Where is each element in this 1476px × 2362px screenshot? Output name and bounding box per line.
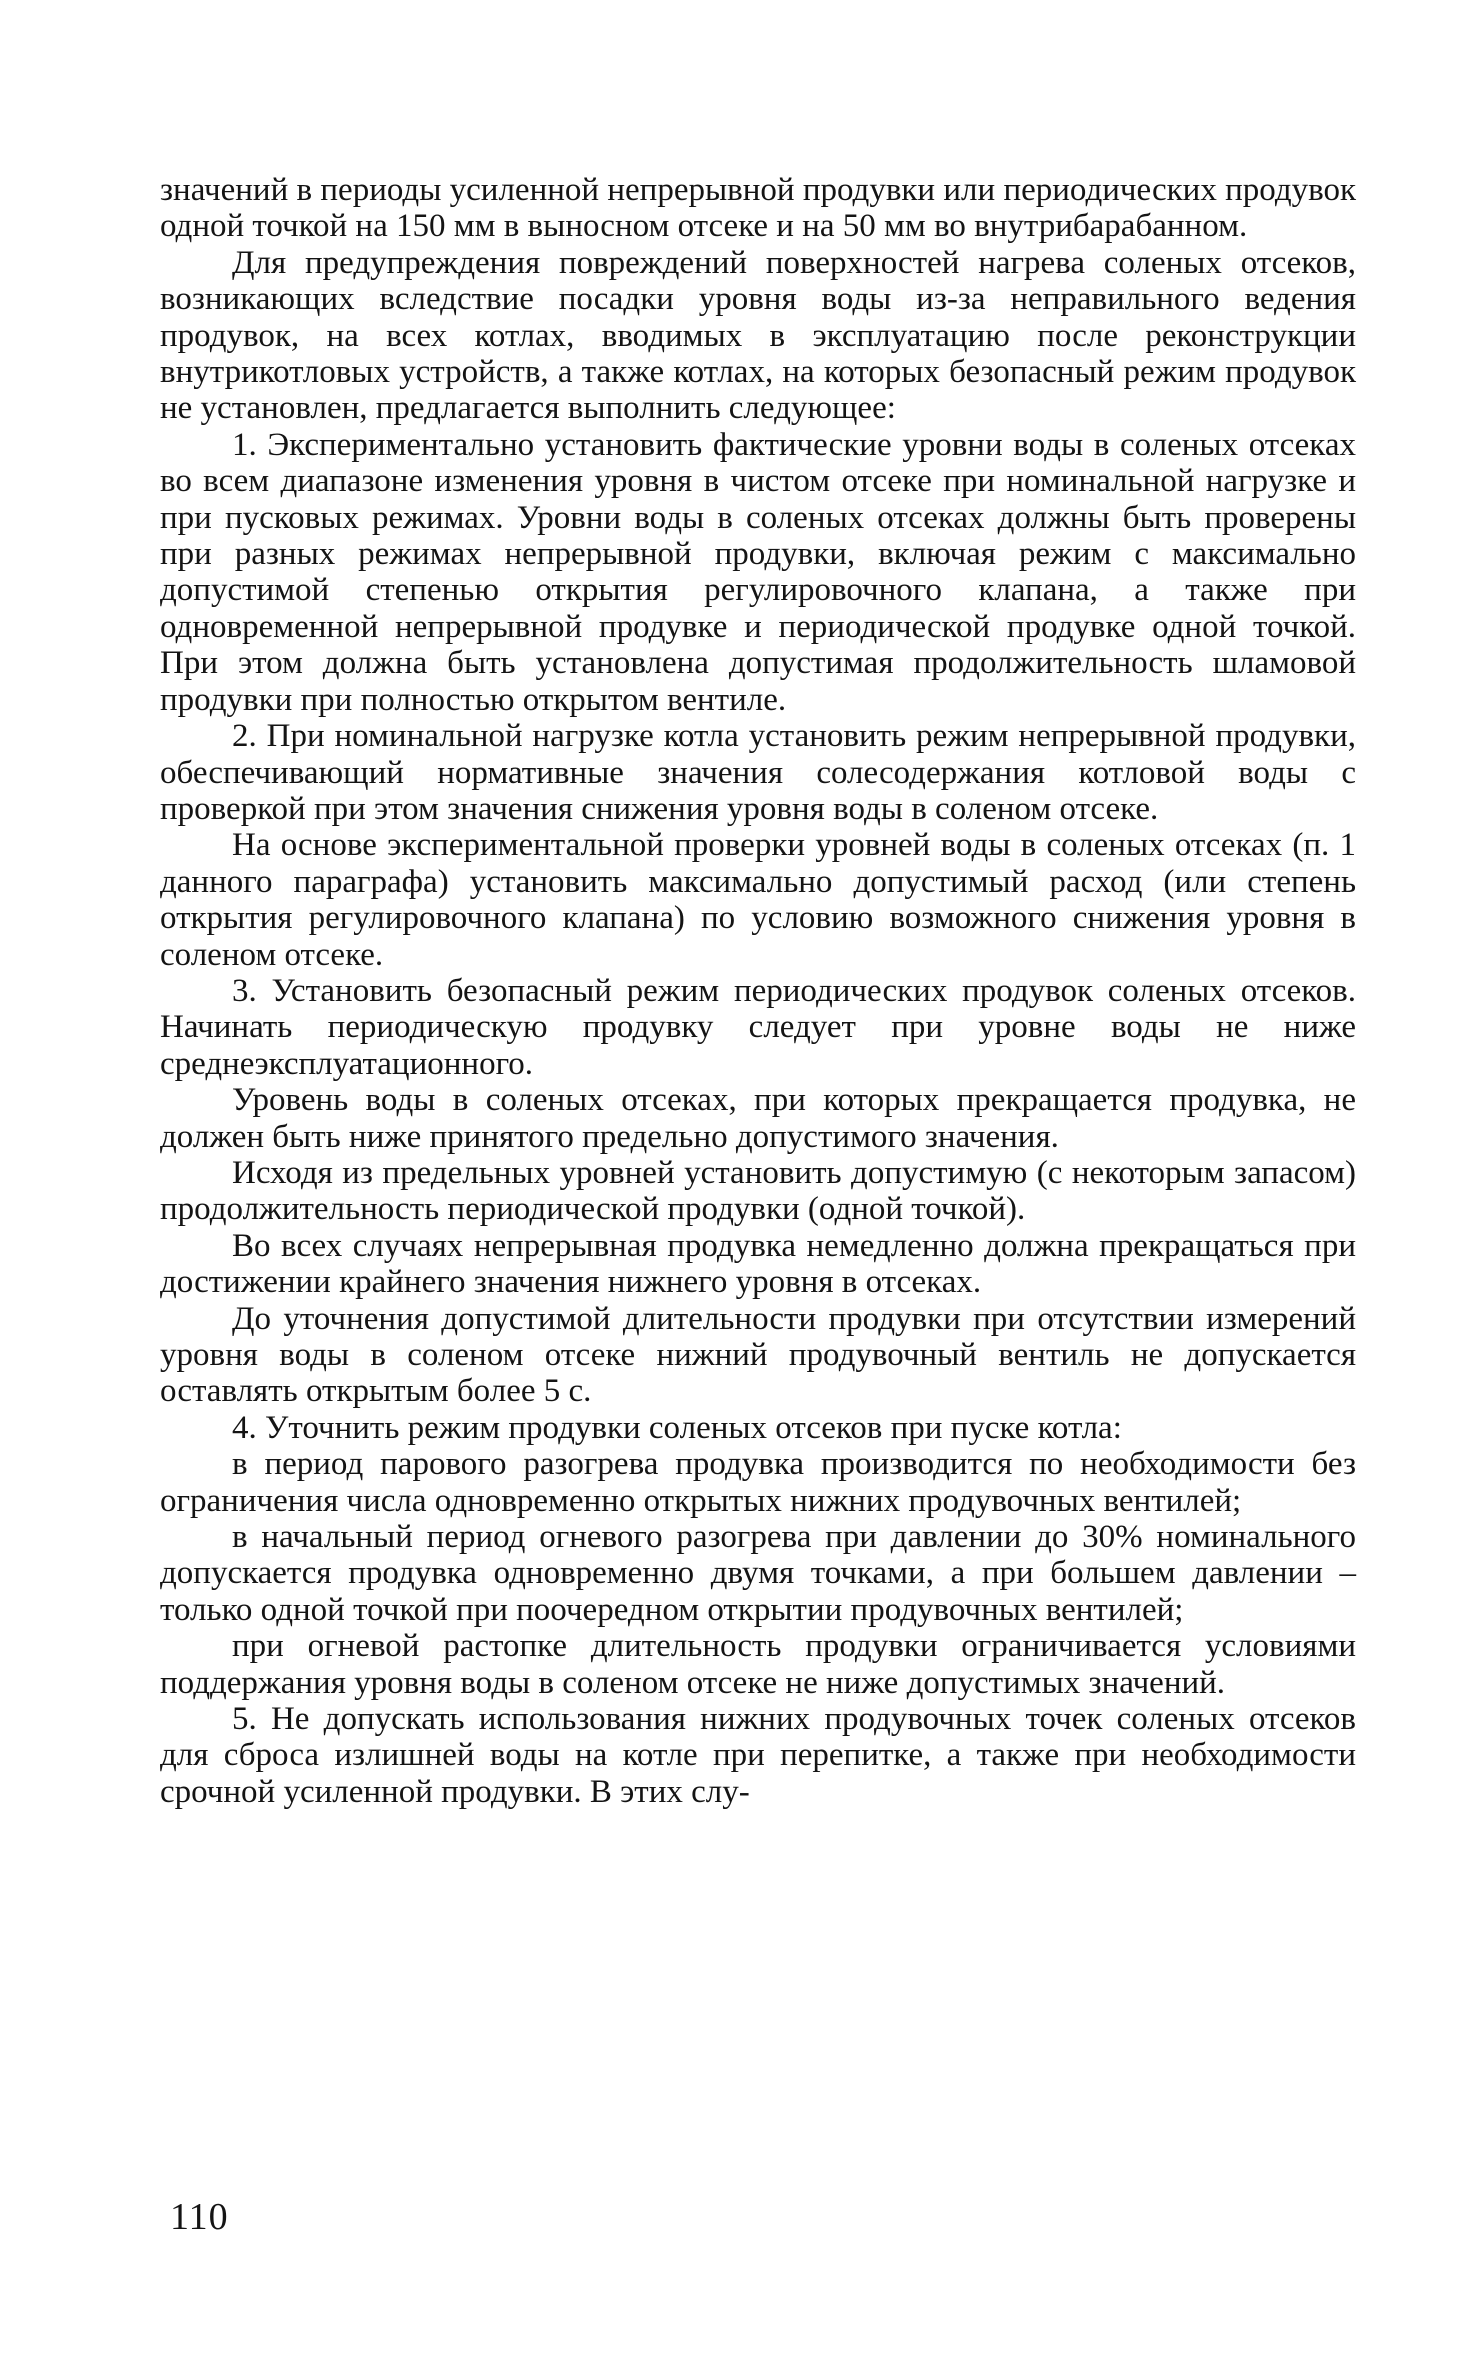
paragraph-1: значений в периоды усиленной непрерывной продувки или периодических продувок одной точкой на 150 мм в выносном отсеке и на 50 мм во внутрибарабанном.	[160, 172, 1356, 245]
paragraph-10: До уточнения допустимой длительности продувки при отсутствии измерений уровня воды в соленом отсеке нижний продувочный вентиль не допускается оставлять открытым более 5 с.	[160, 1300, 1356, 1410]
page-number: 110	[170, 2196, 229, 2238]
paragraph-8: Исходя из предельных уровней установить допустимую (с некоторым запасом) продолжительность периодической продувки (одной точкой).	[160, 1154, 1356, 1228]
paragraph-14: при огневой растопке длительность продувки ограничивается условиями поддержания уровня воды в соленом отсеке не ниже допустимых значений.	[160, 1628, 1356, 1701]
paragraph-5: На основе экспериментальной проверки уровней воды в соленых отсеках (п. 1 данного параграфа) установить максимально допустимый расход (или степень открытия регулировочного клапана) по условию возможного снижения уровня в соленом отсеке.	[160, 827, 1356, 973]
paragraph-3: 1. Экспериментально установить фактические уровни воды в соленых отсеках во всем диапазоне изменения уровня в чистом отсеке при номинальной нагрузке и при пусковых режимах. Уровни воды в соленых отсеках должны быть проверены при разных режимах непрерывной продувки, включая режим с максимально допустимой степенью открытия регулировочного клапана, а также при одновременной непрерывной продувке и периодической продувке одной точкой. При этом должна быть установлена допустимая продолжительность шламовой продувки при полностью открытом вентиле.	[160, 426, 1356, 718]
paragraph-11: 4. Уточнить режим продувки соленых отсеков при пуске котла:	[232, 1409, 1122, 1446]
paragraph-12: в период парового разогрева продувка производится по необходимости без ограничения числа одновременно открытых нижних продувочных вентилей;	[160, 1446, 1356, 1519]
paragraph-9: Во всех случаях непрерывная продувка немедленно должна прекращаться при достижении крайнего значения нижнего уровня в отсеках.	[160, 1227, 1356, 1301]
paragraph-2: Для предупреждения повреждений поверхностей нагрева соленых отсеков, возникающих вследствие посадки уровня воды из-за неправильного ведения продувок, на всех котлах, вводимых в эксплуатацию после реконструкции внутрикотловых устройств, а также котлах, на которых безопасный режим продувок не установлен, предлагается выполнить следующее:	[160, 244, 1356, 427]
paragraph-13: в начальный период огневого разогрева при давлении до 30% номинального допускается продувка одновременно двумя точками, а при большем давлении – только одной точкой при поочередном открытии продувочных вентилей;	[160, 1519, 1356, 1628]
paragraph-6: 3. Установить безопасный режим периодических продувок соленых отсеков. Начинать периодическую продувку следует при уровне воды не ниже среднеэксплуатационного.	[160, 972, 1356, 1082]
paragraph-15: 5. Не допускать использования нижних продувочных точек соленых отсеков для сброса излишней воды на котле при перепитке, а также при необходимости срочной усиленной продувки. В этих слу-	[160, 1701, 1356, 1810]
page-body	[160, 172, 1356, 1810]
paragraph-4: 2. При номинальной нагрузке котла установить режим непрерывной продувки, обеспечивающий нормативные значения солесодержания котловой воды с проверкой при этом значения снижения уровня воды в соленом отсеке.	[160, 718, 1356, 827]
paragraph-7: Уровень воды в соленых отсеках, при которых прекращается продувка, не должен быть ниже принятого предельно допустимого значения.	[160, 1082, 1356, 1155]
